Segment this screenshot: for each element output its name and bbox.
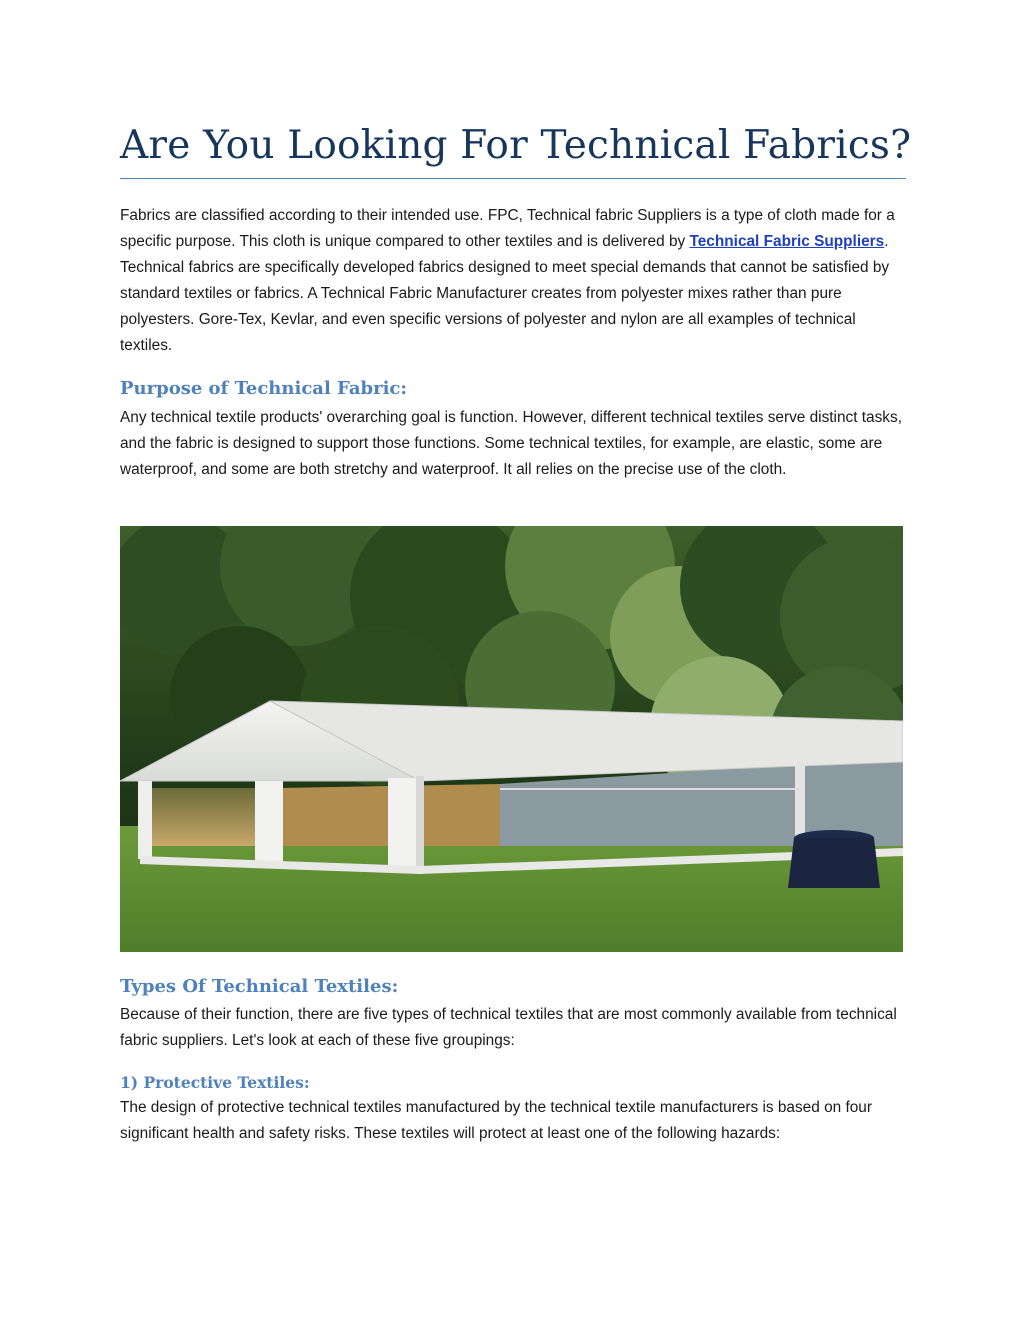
protective-paragraph: The design of protective technical textiles manufactured by the technical textile manufacturers is based on four significant health and safety risks. These textiles will protect at least one of the following hazards: — [120, 1099, 872, 1142]
types-heading: Types Of Technical Textiles: — [120, 976, 399, 997]
purpose-paragraph: Any technical textile products' overarching goal is function. However, different technical textiles serve distinct tasks, and the fabric is designed to support those functions. Some technical textiles, for example, are elastic, some are waterproof, and some are both stretchy and waterproof. It all relies on the precise use of the cloth. — [120, 409, 902, 478]
intro-text-before-link: Fabrics are classified according to their intended use. FPC, Technical fabric Suppliers is a type of cloth made for a specific purpose. This cloth is unique compared to other textiles and is delivered by — [120, 207, 895, 250]
intro-paragraph — [120, 203, 906, 359]
title-underline — [120, 178, 906, 179]
tent-photo — [120, 526, 903, 952]
types-paragraph: Because of their function, there are five types of technical textiles that are most commonly available from technical fabric suppliers. Let's look at each of these five groupings: — [120, 1006, 897, 1049]
purpose-heading: Purpose of Technical Fabric: — [120, 378, 408, 399]
intro-text-after-link: . Technical fabrics are specifically developed fabrics designed to meet special demands that cannot be satisfied by standard textiles or fabrics. A Technical Fabric Manufacturer creates from polyester mixes rather than pure polyesters. Gore-Tex, Kevlar, and even specific versions of polyester and nylon are all examples of technical textiles. — [120, 233, 890, 354]
protective-heading: 1) Protective Textiles: — [120, 1073, 310, 1092]
technical-fabric-suppliers-link[interactable]: Technical Fabric Suppliers — [689, 233, 885, 250]
page-title: Are You Looking For Technical Fabrics? — [120, 123, 912, 168]
